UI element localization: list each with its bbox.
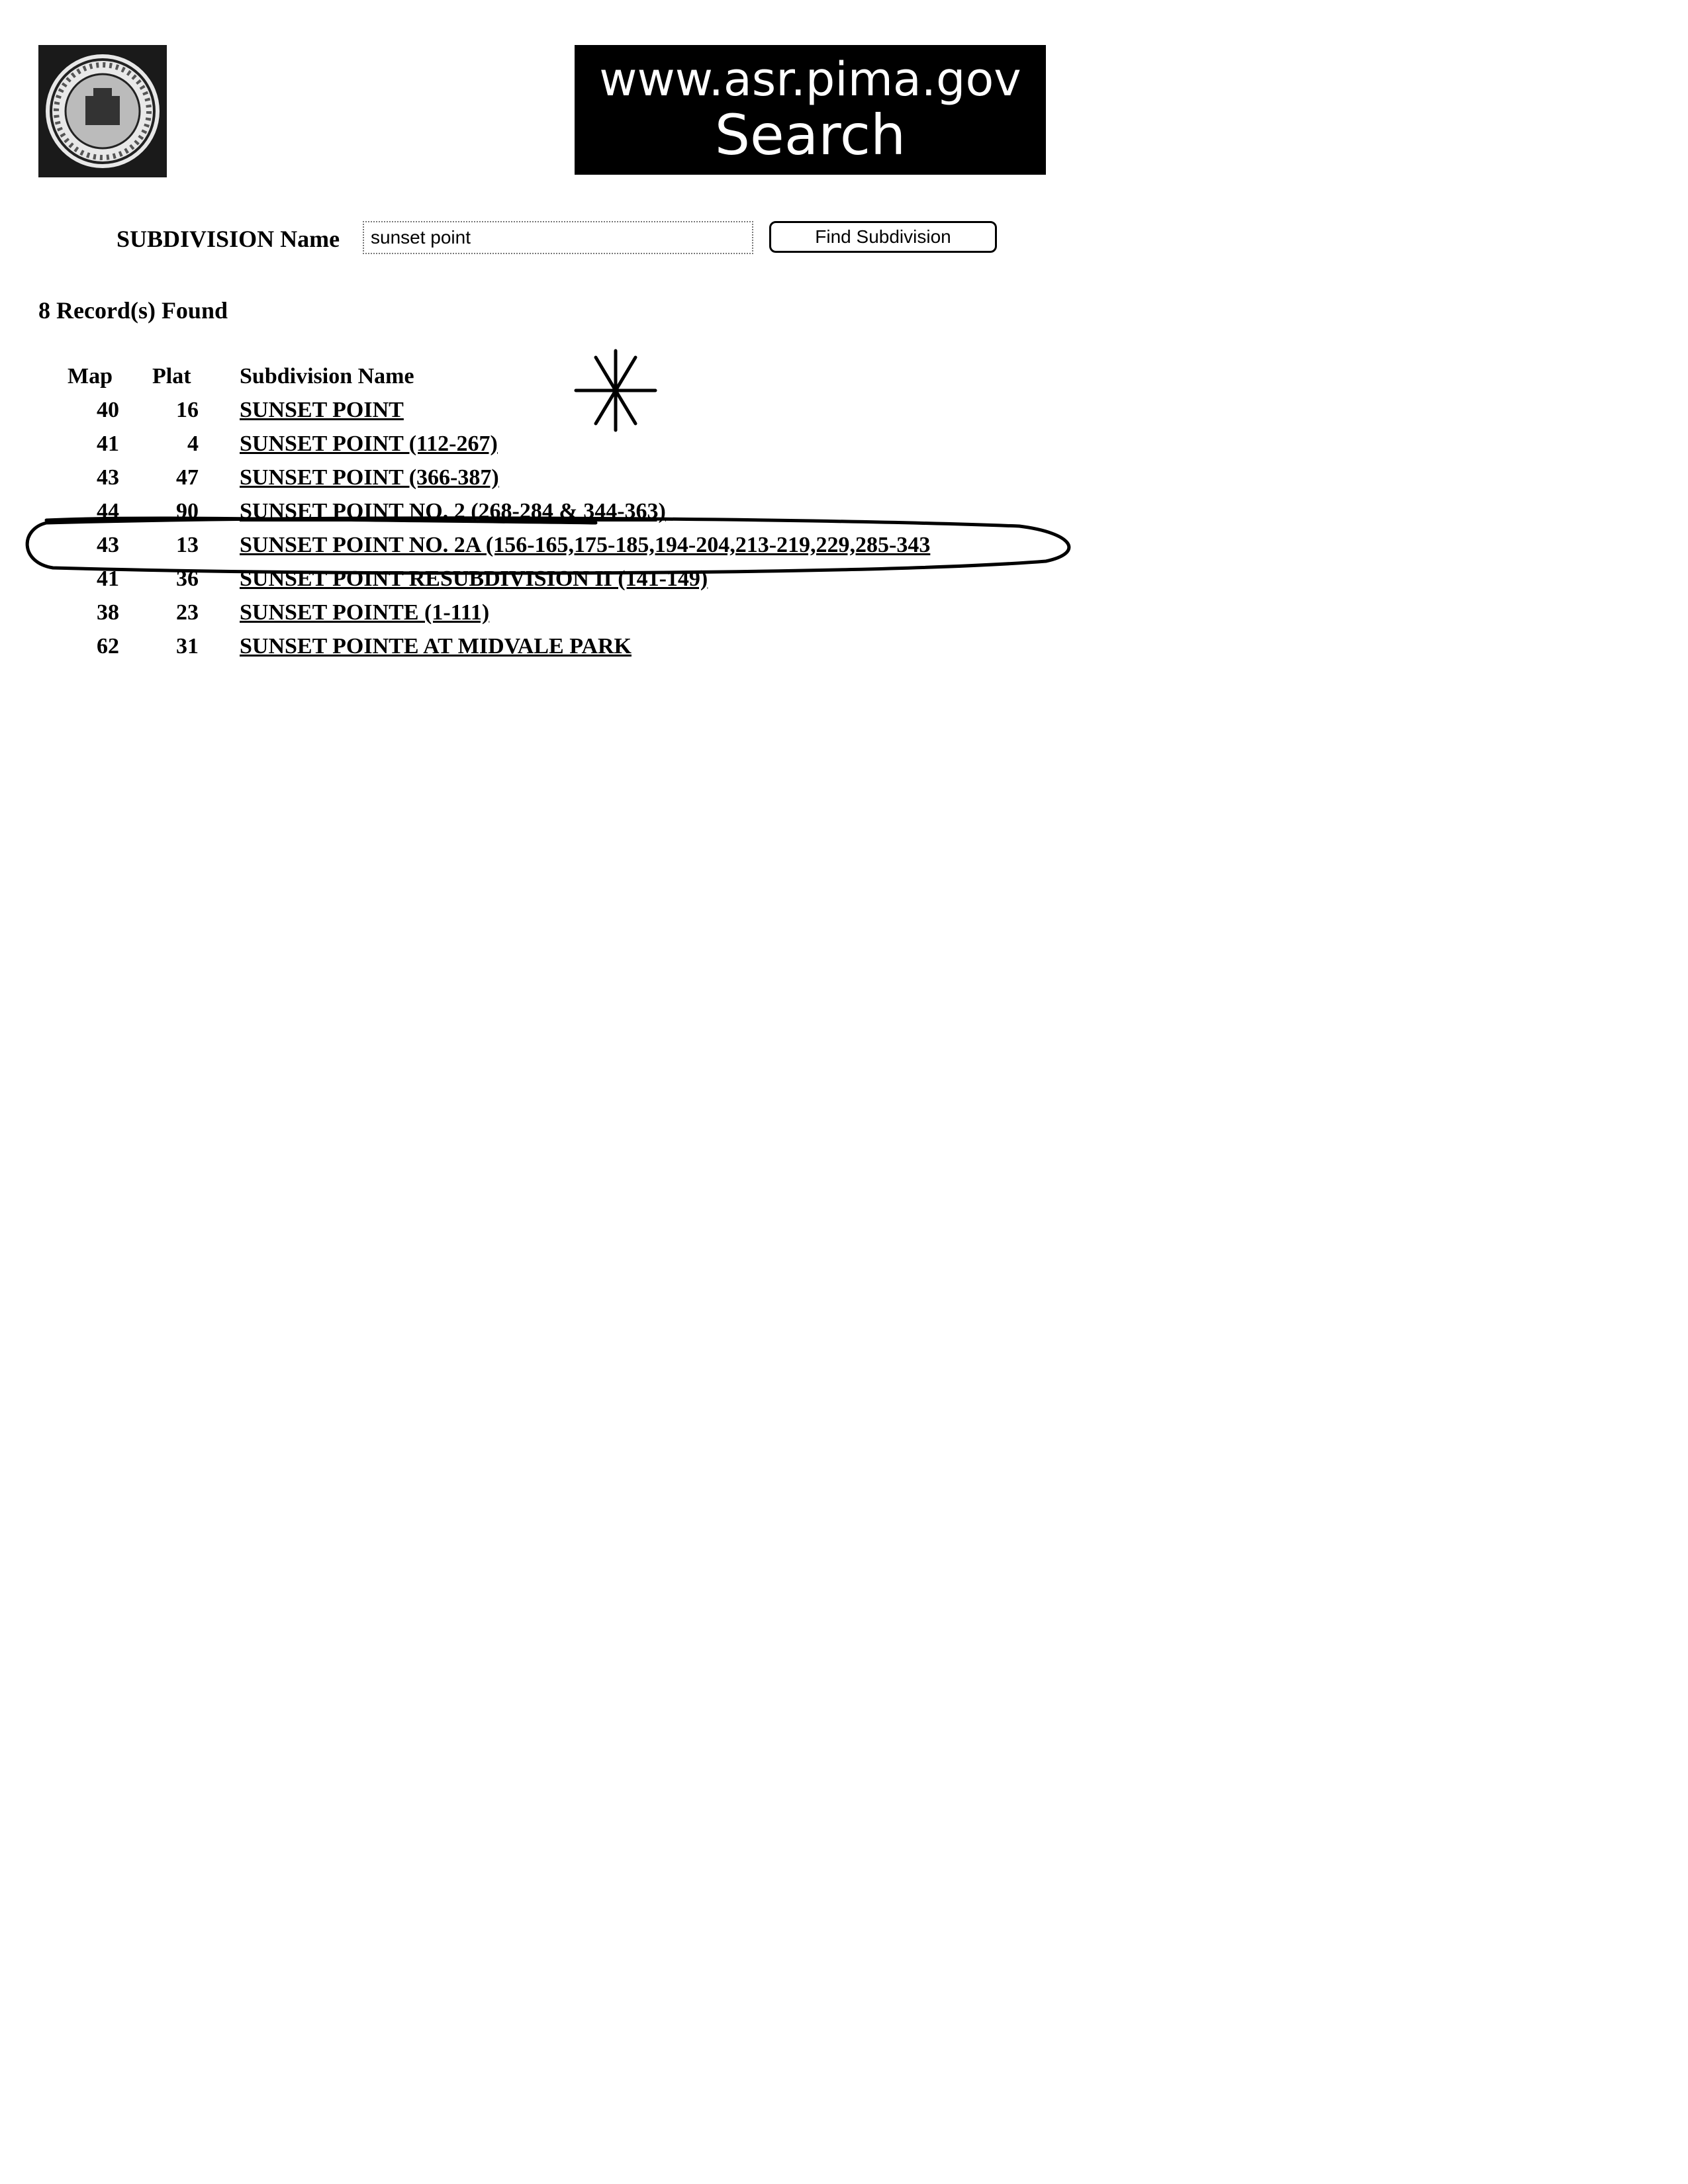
subdivision-name-label: SUBDIVISION Name bbox=[117, 226, 340, 252]
subdivision-link[interactable]: SUNSET POINT (366-387) bbox=[240, 465, 499, 490]
map-cell: 43 bbox=[97, 533, 119, 557]
map-cell: 41 bbox=[97, 567, 119, 591]
column-header-map: Map bbox=[68, 364, 113, 388]
plat-cell: 36 bbox=[176, 567, 199, 591]
subdivision-link[interactable]: SUNSET POINTE (1-111) bbox=[240, 600, 490, 625]
highlight-circle bbox=[27, 518, 1069, 573]
plat-cell: 4 bbox=[187, 432, 199, 456]
subdivision-link[interactable]: SUNSET POINT RESUBDIVISION II (141-149) bbox=[240, 567, 708, 591]
find-subdivision-button[interactable]: Find Subdivision bbox=[769, 221, 997, 253]
column-header-plat: Plat bbox=[152, 364, 191, 388]
site-url: www.asr.pima.gov bbox=[599, 52, 1021, 107]
plat-cell: 16 bbox=[176, 398, 199, 422]
plat-cell: 13 bbox=[176, 533, 199, 557]
plat-cell: 31 bbox=[176, 634, 199, 659]
map-cell: 43 bbox=[97, 465, 119, 490]
plat-cell: 23 bbox=[176, 600, 199, 625]
asterisk-mark bbox=[576, 351, 655, 430]
records-found-count: 8 Record(s) Found bbox=[38, 297, 228, 324]
plat-cell: 90 bbox=[176, 499, 199, 523]
map-cell: 40 bbox=[97, 398, 119, 422]
column-header-subdivision-name: Subdivision Name bbox=[240, 364, 414, 388]
subdivision-link[interactable]: SUNSET POINT NO. 2A (156-165,175-185,194-204,213-219,229,285-343 bbox=[240, 533, 931, 557]
search-heading: Search bbox=[714, 103, 906, 167]
plat-cell: 47 bbox=[176, 465, 199, 490]
subdivision-link[interactable]: SUNSET POINTE AT MIDVALE PARK bbox=[240, 634, 632, 659]
map-cell: 62 bbox=[97, 634, 119, 659]
map-cell: 38 bbox=[97, 600, 119, 625]
map-cell: 41 bbox=[97, 432, 119, 456]
subdivision-link[interactable]: SUNSET POINT NO. 2 (268-284 & 344-363) bbox=[240, 499, 666, 523]
subdivision-link[interactable]: SUNSET POINT (112-267) bbox=[240, 432, 498, 456]
map-cell: 44 bbox=[97, 499, 119, 523]
subdivision-link[interactable]: SUNSET POINT bbox=[240, 398, 404, 422]
